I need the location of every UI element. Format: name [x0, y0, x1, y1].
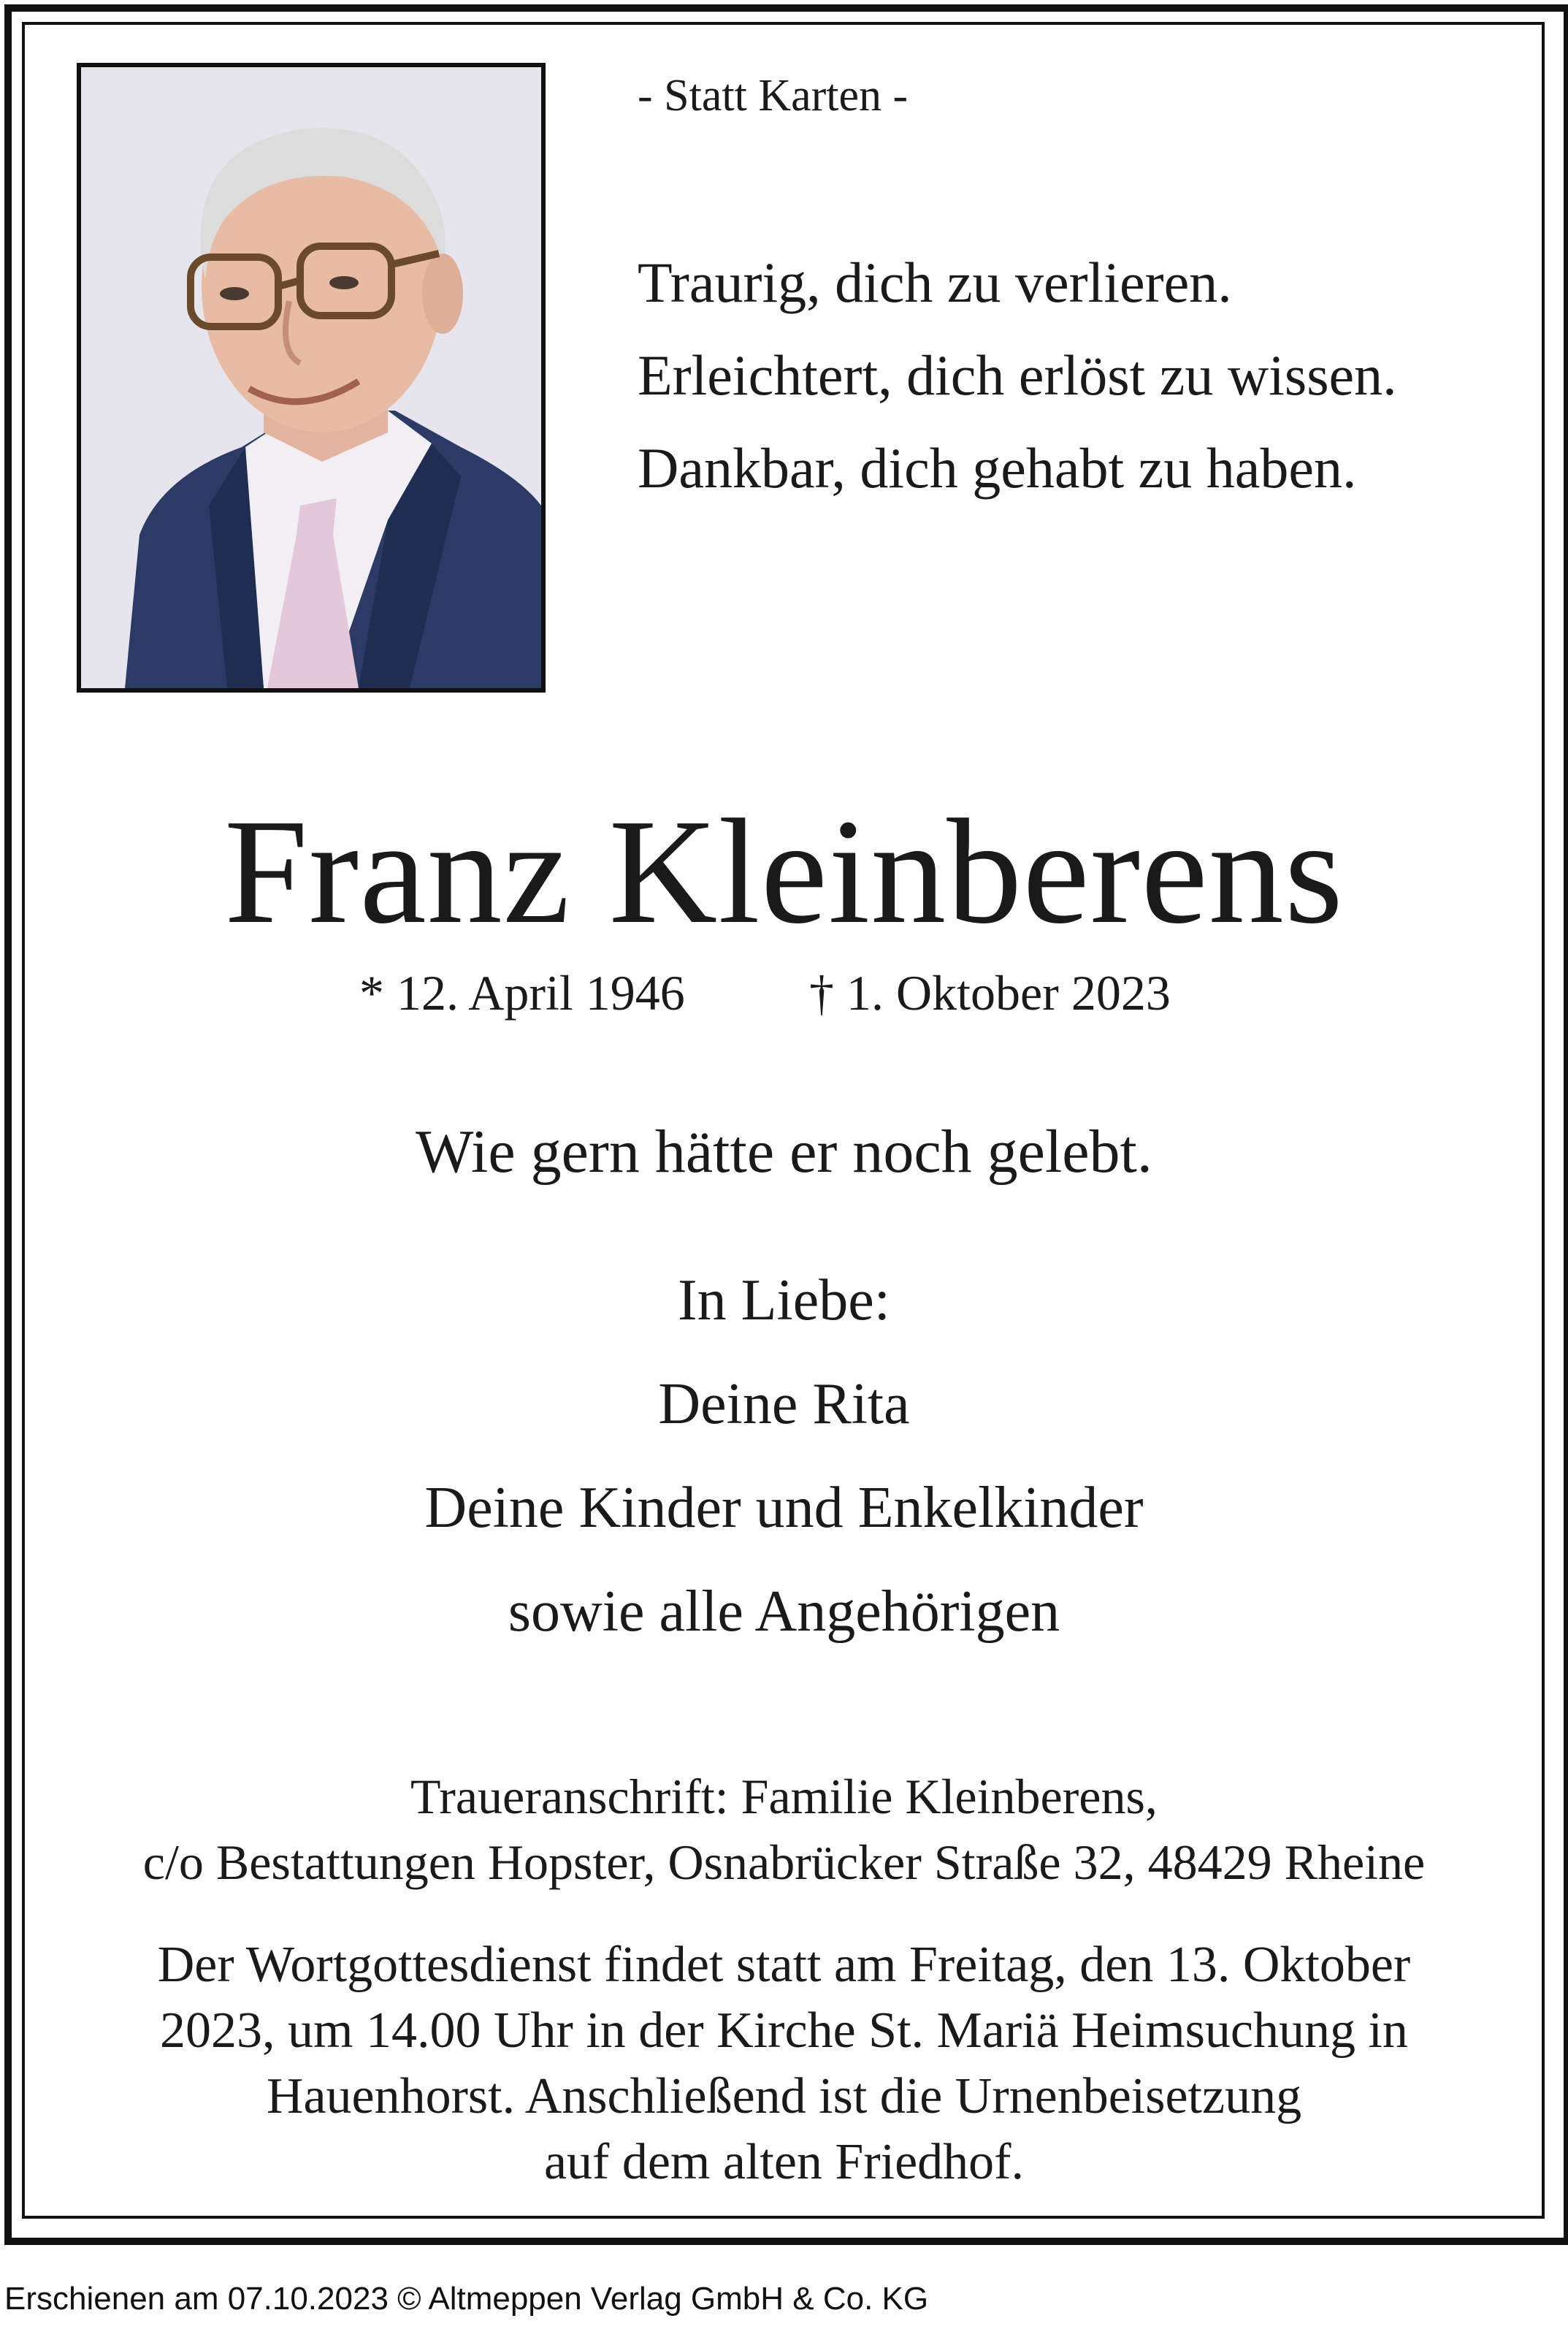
deceased-name: Franz Kleinberens [224, 788, 1344, 955]
service-info-line: 2023, um 14.00 Uhr in der Kirche St. Mariä Heimsuchung in [160, 2002, 1408, 2059]
statt-karten-line: - Statt Karten - [638, 71, 909, 121]
portrait-photo [77, 63, 546, 693]
memorial-quote: Wie gern hätte er noch gelebt. [416, 1118, 1152, 1186]
mourner-line: sowie alle Angehörigen [508, 1579, 1060, 1644]
mourner-line: Deine Rita [658, 1372, 910, 1436]
mourning-address-line: c/o Bestattungen Hopster, Osnabrücker Straße 32, 48429 Rheine [142, 1834, 1426, 1890]
birth-date: * 12. April 1946 [359, 965, 685, 1021]
publication-footer: Erschienen am 07.10.2023 © Altmeppen Verlag GmbH & Co. KG [4, 2281, 929, 2317]
poem-line: Erleichtert, dich erlöst zu wissen. [638, 343, 1397, 407]
poem-line: Dankbar, dich gehabt zu haben. [638, 436, 1357, 500]
poem-line: Traurig, dich zu verlieren. [638, 251, 1232, 314]
service-info-line: auf dem alten Friedhof. [543, 2134, 1024, 2190]
mourner-line: Deine Kinder und Enkelkinder [424, 1476, 1144, 1540]
death-date: † 1. Oktober 2023 [809, 965, 1171, 1021]
mourning-address-line: Traueranschrift: Familie Kleinberens, [410, 1769, 1158, 1824]
mourners-heading: In Liebe: [678, 1268, 890, 1333]
service-info-line: Der Wortgottesdienst findet statt am Freitag, den 13. Oktober [157, 1937, 1411, 1993]
service-info-line: Hauenhorst. Anschließend ist die Urnenbeisetzung [266, 2068, 1302, 2124]
